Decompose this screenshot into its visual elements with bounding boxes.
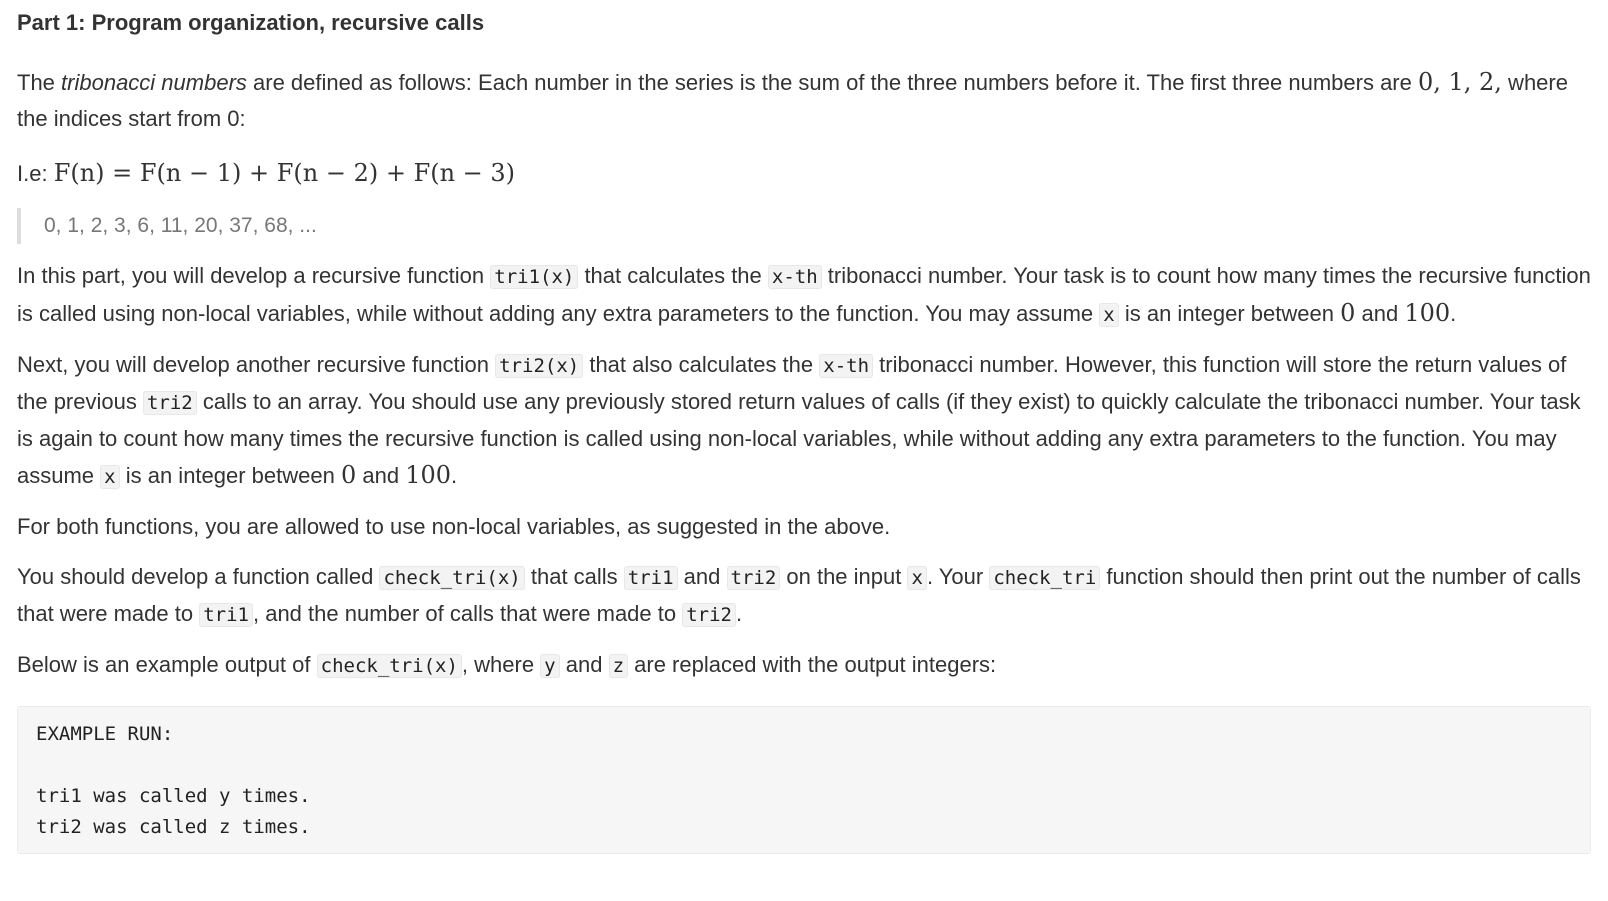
inline-code: tri2 xyxy=(727,566,781,590)
paragraph-tri1 xyxy=(17,258,1591,333)
inline-code: tri2 xyxy=(143,391,197,415)
text: and xyxy=(356,463,406,488)
code-line: tri2 was called z times. xyxy=(36,816,311,838)
math-inline: 100 xyxy=(405,461,452,489)
text: . xyxy=(1450,301,1457,326)
text: In this part, you will develop a recursive function xyxy=(17,263,491,288)
code-blank-line xyxy=(36,750,1572,781)
math-inline: 0, 1, 2, xyxy=(1417,68,1502,96)
inline-code: x-th xyxy=(819,354,873,378)
text: , where xyxy=(461,652,541,677)
formula-expression: F(n) = F(n − 1) + F(n − 2) + F(n − 3) xyxy=(53,159,516,187)
inline-code: x xyxy=(907,566,926,590)
text: and xyxy=(559,652,609,677)
math-inline: 0 xyxy=(340,461,357,489)
text: that calculates the xyxy=(578,263,768,288)
text: function should then print out the number of calls that were made to xyxy=(17,564,1581,626)
text: tribonacci number. Your task is to count how many times the recursive function is called using non-local variables, while without adding any extra parameters to the function. You may assume xyxy=(17,263,1591,326)
text: tribonacci number. However, this function will store the return values of the previous xyxy=(17,352,1567,414)
text: are replaced with the output integers: xyxy=(628,652,997,677)
inline-code: x xyxy=(1099,303,1118,327)
text: are defined as follows: Each number in the series is the sum of the three numbers before it. The first three numbers are xyxy=(246,70,1418,95)
emphasis-term: tribonacci numbers xyxy=(61,70,247,95)
text: , and the number of calls that were made to xyxy=(252,601,683,626)
text: Below is an example output of xyxy=(17,652,317,677)
text: . xyxy=(736,601,743,626)
text: on the input xyxy=(780,564,908,589)
inline-code: x-th xyxy=(768,265,822,289)
inline-code: z xyxy=(609,654,628,678)
paragraph-check-tri xyxy=(17,559,1591,633)
paragraph-nonlocal: For both functions, you are allowed to use non-local variables, as suggested in the above. xyxy=(17,514,891,539)
code-line: tri1 was called y times. xyxy=(36,785,311,807)
text: where the indices start from 0: xyxy=(17,70,1568,131)
paragraph-tri2 xyxy=(17,347,1591,495)
inline-code: check_tri xyxy=(989,566,1100,590)
intro-paragraph xyxy=(17,64,1591,137)
text: calls to an array. You should use any previously stored return values of calls (if they exist) to quickly calculate the tribonacci number. Your task is again to count how many times the recursive function is called using non-local variables, while without adding any extra parameters to the function. You may assume xyxy=(17,389,1581,488)
text: is an integer between xyxy=(119,463,341,488)
inline-code: tri2 xyxy=(682,603,736,627)
text: is an integer between xyxy=(1118,301,1341,326)
math-inline: 0 xyxy=(1340,299,1356,327)
text: . xyxy=(451,463,458,488)
text: Next, you will develop another recursive function xyxy=(17,352,496,377)
inline-code: tri1(x) xyxy=(490,265,578,289)
sequence-blockquote: 0, 1, 2, 3, 6, 11, 20, 37, 68, ... xyxy=(17,208,1591,244)
text: that calls xyxy=(524,564,624,589)
inline-code: tri2(x) xyxy=(495,354,583,378)
text: You should develop a function called xyxy=(17,564,380,589)
formula-prefix: I.e: xyxy=(17,161,54,186)
text: . Your xyxy=(926,564,990,589)
text: and xyxy=(1355,301,1405,326)
inline-code: y xyxy=(540,654,559,678)
example-code-block xyxy=(17,706,1591,854)
inline-code: tri1 xyxy=(624,566,678,590)
inline-code: check_tri(x) xyxy=(317,654,462,678)
section-heading: Part 1: Program organization, recursive calls xyxy=(17,10,485,35)
math-inline: 100 xyxy=(1404,299,1451,327)
code-line: EXAMPLE RUN: xyxy=(36,723,174,745)
text: and xyxy=(677,564,727,589)
paragraph-example-intro xyxy=(17,647,1591,684)
inline-code: x xyxy=(100,465,119,489)
text: The xyxy=(17,70,62,95)
formula-line xyxy=(17,153,1591,194)
inline-code: tri1 xyxy=(199,603,253,627)
inline-code: check_tri(x) xyxy=(379,566,524,590)
text: that also calculates the xyxy=(583,352,820,377)
